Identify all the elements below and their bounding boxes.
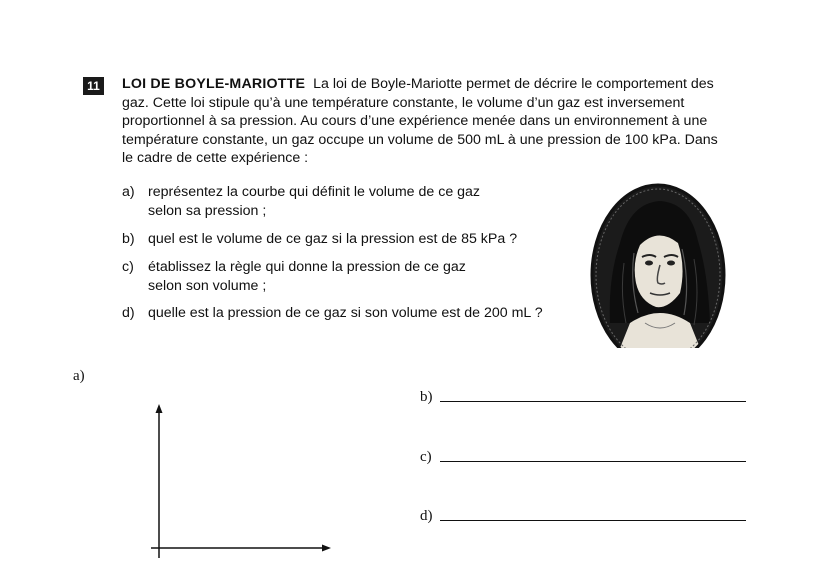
question-c-text: établissez la règle qui donne la pression de ce gaz selon son volume ; bbox=[148, 259, 466, 294]
answer-b-label: b) bbox=[420, 389, 433, 405]
blank-graph-axes[interactable] bbox=[145, 402, 335, 560]
question-d-text: quelle est la pression de ce gaz si son volume est de 200 mL ? bbox=[148, 305, 543, 321]
exercise-intro-text: La loi de Boyle-Mariotte permet de décrire le comportement des gaz. Cette loi stipule qu’à une température constante, le volume d’un gaz est inversement proportionnel à sa pression. Au cours d’une expérience menée dans un environnement à une température constante, un gaz occupe un volume de 500 mL à une pression de 100 kPa. Dans le cadre de cette expérience : bbox=[122, 76, 718, 167]
answer-d-label: d) bbox=[420, 508, 433, 524]
boyle-portrait bbox=[590, 183, 726, 348]
question-a-letter: a) bbox=[122, 184, 135, 200]
question-d-letter: d) bbox=[122, 305, 135, 321]
question-b-text: quel est le volume de ce gaz si la pression est de 85 kPa ? bbox=[148, 231, 518, 247]
answer-c-line[interactable] bbox=[440, 461, 746, 462]
answer-d-line[interactable] bbox=[440, 520, 746, 521]
exercise-number: 11 bbox=[83, 77, 104, 95]
question-c-letter: c) bbox=[122, 259, 134, 275]
answer-b-line[interactable] bbox=[440, 401, 746, 402]
answer-a-label: a) bbox=[73, 368, 85, 384]
question-a-text: représentez la courbe qui définit le volume de ce gaz selon sa pression ; bbox=[148, 184, 481, 219]
exercise-title: LOI DE BOYLE-MARIOTTE bbox=[122, 76, 306, 92]
exercise-intro bbox=[122, 75, 722, 168]
question-b-letter: b) bbox=[122, 231, 135, 247]
answer-c-label: c) bbox=[420, 449, 432, 465]
